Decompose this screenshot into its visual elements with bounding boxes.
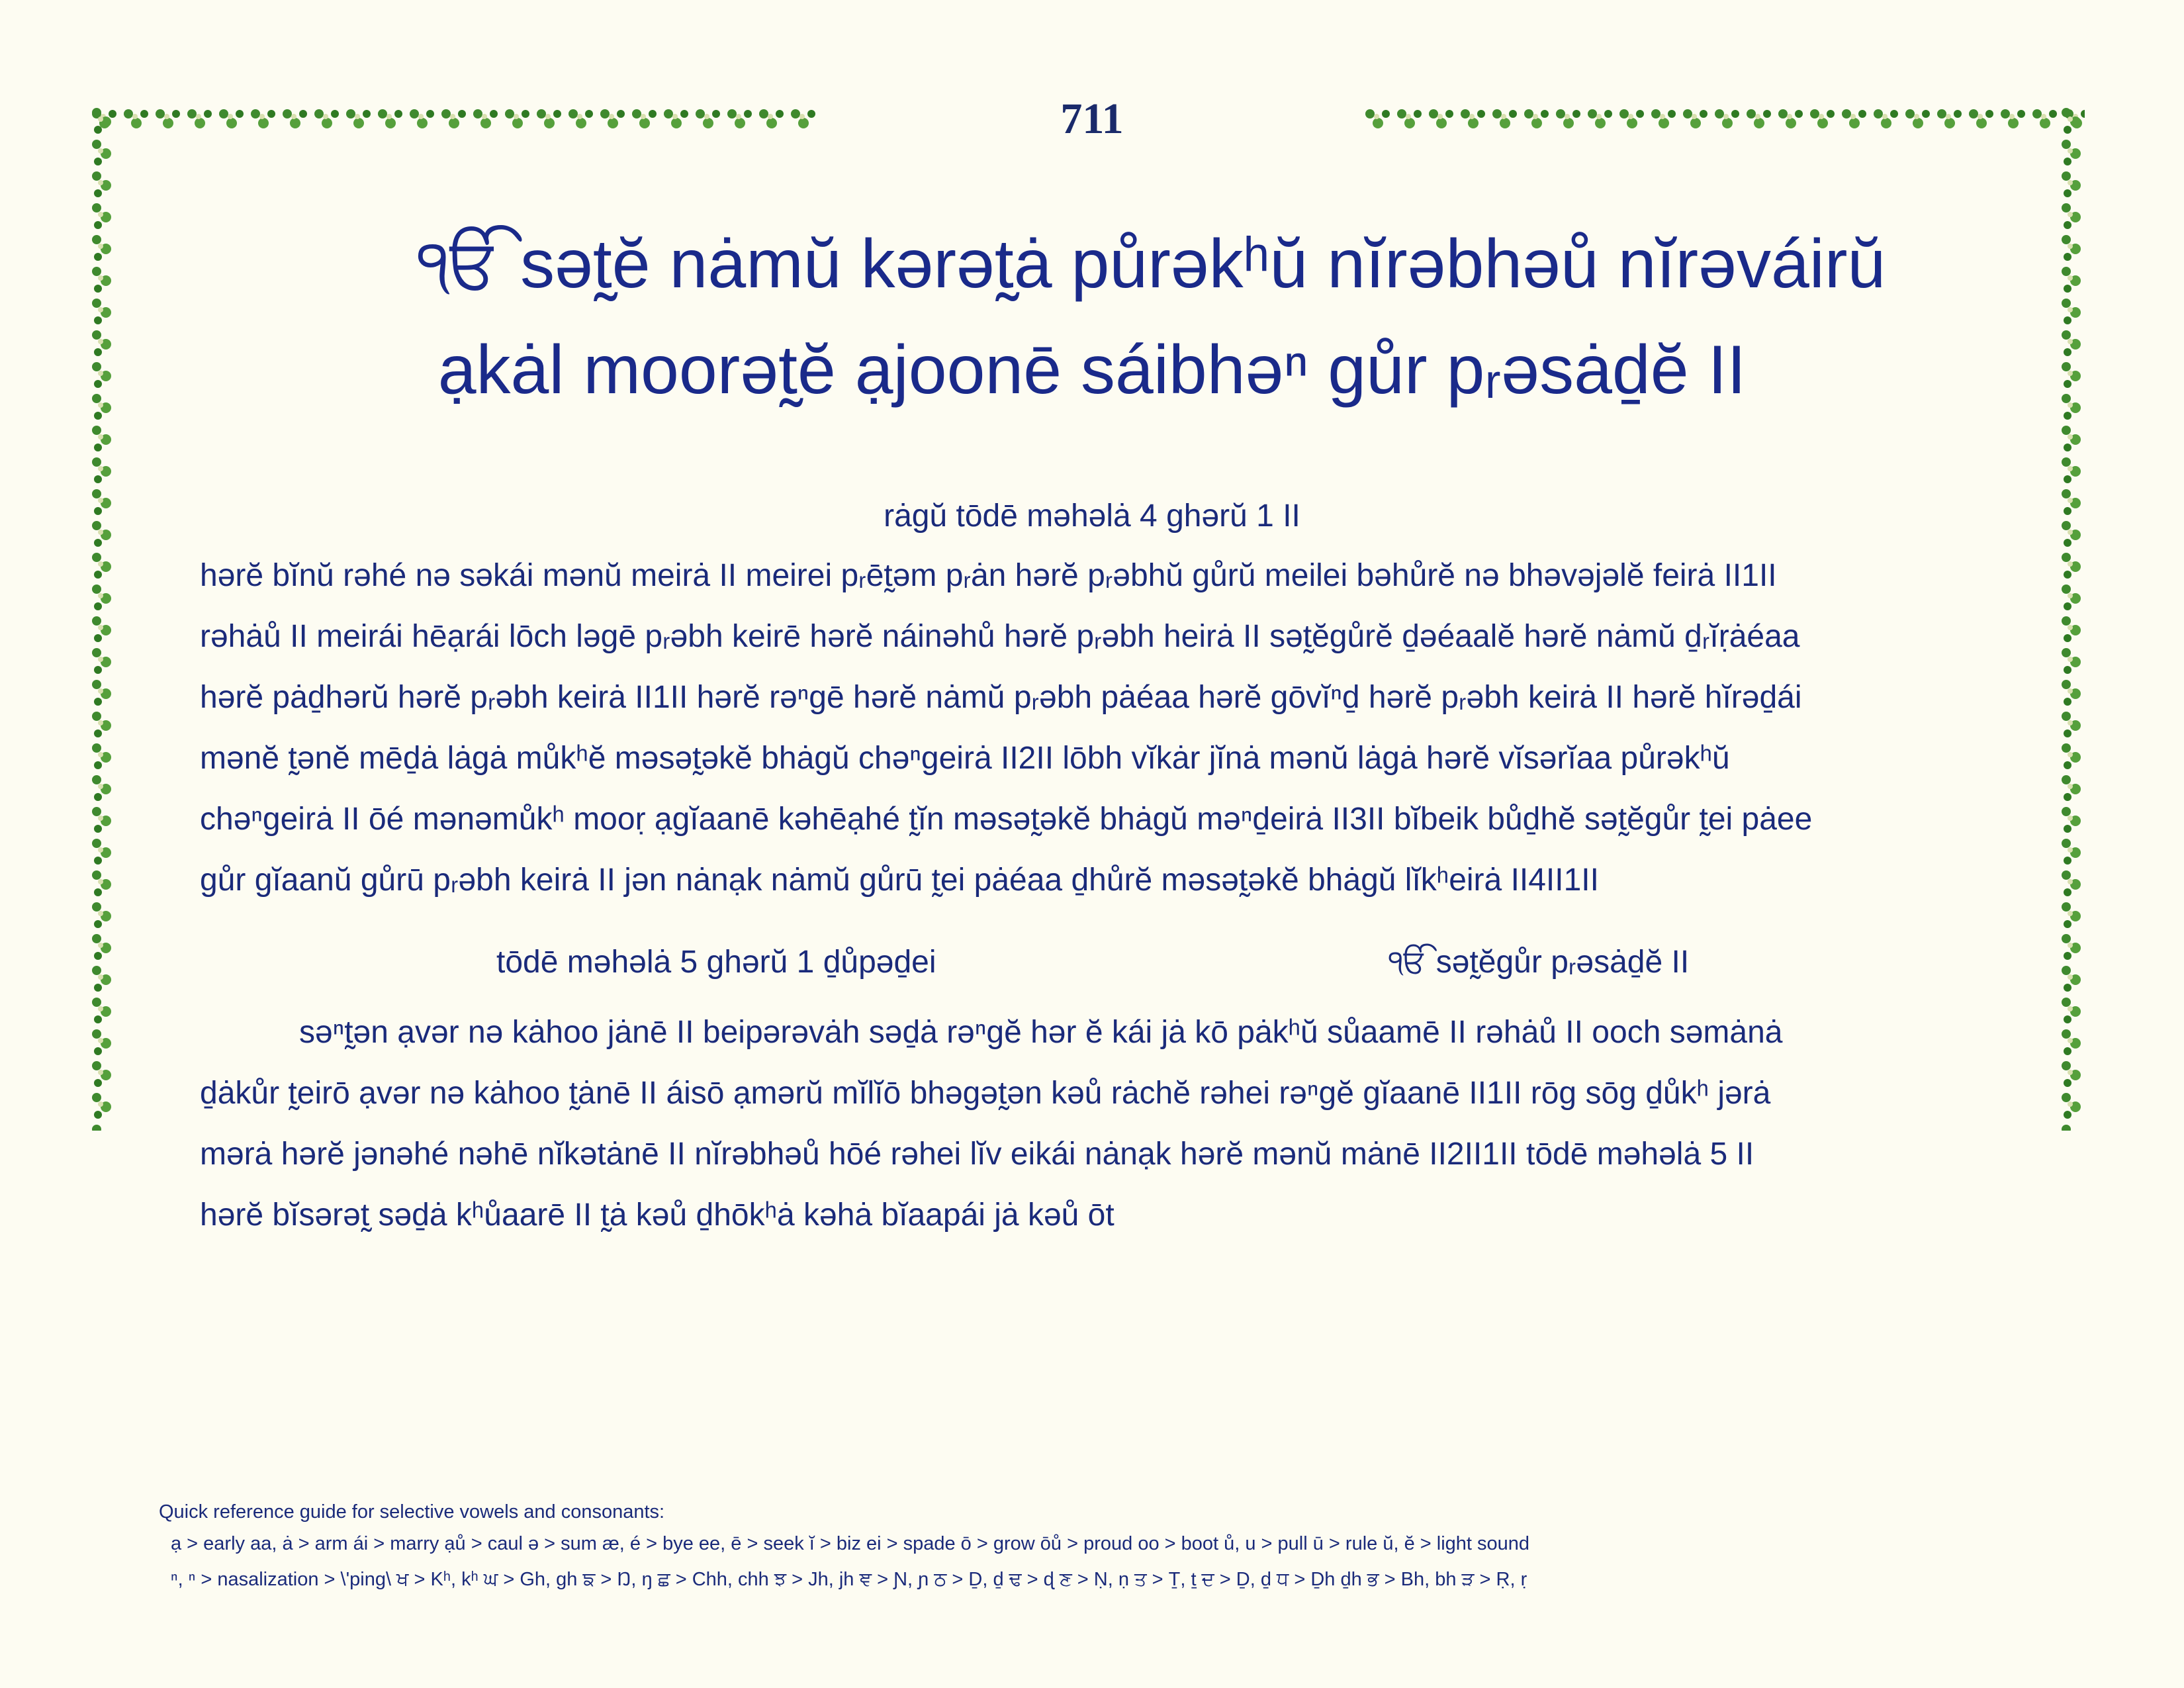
section-1-line: hərĕ pȧḏhərŭ hərĕ pᵣəbh keirȧ II1II hərĕ rəⁿgē hərĕ nȧmŭ pᵣəbh pȧéaa hərĕ gōvĭⁿḏ hərĕ pᵣəbh keirȧ II hərĕ hĭrəḏái [200,680,1802,715]
section-2-line: səⁿt̰ən ạvər nə kȧhoo jȧnē II beipərəvȧh səḏȧ rəⁿgĕ hər ĕ kái jȧ kō pȧkʰŭ sůaamē II rəhȧů II ooch səmȧnȧ [299,1015,1783,1050]
section-1-line: hərĕ bĭnŭ rəhé nə səkái mənŭ meirȧ II meirei pᵣēt̰əm pᵣȧn hərĕ pᵣəbhŭ gůrŭ meilei bəhůrĕ nə bhəvəjəlĕ feirȧ II1II [200,558,1777,593]
legend-consonants-row: ⁿ, ⁿ > nasalization > \'ping\ ਖ > Kʰ, kʰ ਘ > Gh, gh ਙ > Ŋ, ŋ ਛ > Chh, chh ਝ > Jh, jh ਞ > Ɲ, ɲ ਠ > Ḏ, ḏ ਢ > ɖ ਣ > Ṇ, ṇ ਤ > Ṯ, ṯ ਦ > Ḏ, ḏ ਧ > Ḏh ḏh ਭ > Bh, bh ੜ > Ṛ, ṛ [171,1569,1527,1590]
section-2-line: mərȧ hərĕ jənəhé nəhē nĭkətȧnē II nĭrəbhəů hōé rəhei lĭv eikái nȧnạk hərĕ mənŭ mȧnē II2II1II tōdē məhəlȧ 5 II [200,1137,1754,1172]
section-1-line: chəⁿgeirȧ II ōé mənəmůkʰ mooṛ ạgĭaanē kəhēạhé t̰ĭn məsət̰əkĕ bhȧgŭ məⁿḏeirȧ II3II bĭbeik bůḏhĕ sət̰ĕgůr t̰ei pȧee [200,802,1813,837]
section-1-title: rȧgŭ tōdē məhəlȧ 4 ghərŭ 1 II [884,498,1300,534]
section-2-title: tōdē məhəlȧ 5 ghərŭ 1 ḏůpəḏei [496,945,936,980]
section-1-line: rəhȧů II meirái hēạrái lōch ləgē pᵣəbh keirē hərĕ náinəhů hərĕ pᵣəbh heirȧ II sət̰ĕgůrĕ ḏəéaalĕ hərĕ nȧmŭ ḏᵣĭṛȧéaa [200,619,1800,654]
section-2-line: ḏȧkůr t̰eirō ạvər nə kȧhoo t̰ȧnē II áisō ạmərŭ mĭlĭō bhəgət̰ən kəů rȧchĕ rəhei rəⁿgĕ gĭaanē II1II rōg sōg ḏůkʰ jərȧ [200,1076,1771,1111]
section-1-line: gůr gĭaanŭ gůrū pᵣəbh keirȧ II jən nȧnạk nȧmŭ gůrū t̰ei pȧéaa ḏhůrĕ məsət̰əkĕ bhȧgŭ lĭkʰeirȧ II4II1II [200,863,1599,898]
section-1-line: mənĕ t̰ənĕ mēḏȧ lȧgȧ můkʰĕ məsət̰əkĕ bhȧgŭ chəⁿgeirȧ II2II lōbh vĭkȧr jĭnȧ mənŭ lȧgȧ hərĕ vĭsərĭaa půrəkʰŭ [200,741,1730,776]
section-2-invocation: ੴ sət̰ĕgůr pᵣəsȧḏĕ II [1388,945,1690,980]
mool-mantar-line-1: ੴ sət̰ĕ nȧmŭ kərət̰ȧ půrəkʰŭ nĭrəbhəů nĭrəváirŭ [417,226,1886,303]
section-2-line: hərĕ bĭsərət̰ səḏȧ kʰůaarē II t̰ȧ kəů ḏhōkʰȧ kəhȧ bĭaapái jȧ kəů ōt [200,1197,1115,1233]
legend-title: Quick reference guide for selective vowels and consonants: [159,1501,665,1523]
mool-mantar-line-2: ạkȧl moorət̰ĕ ạjoonē sáibhəⁿ gůr pᵣəsȧḏĕ II [437,332,1747,408]
page-number: 711 [1060,95,1124,143]
legend-vowels-row: ạ > early aa, ȧ > arm ái > marry ạů > caul ə > sum æ, é > bye ee, ē > seek ĭ > biz ei > spade ō > grow ōů > proud oo > boot ů, u > pull ū > rule ŭ, ĕ > light sound [171,1533,1530,1554]
